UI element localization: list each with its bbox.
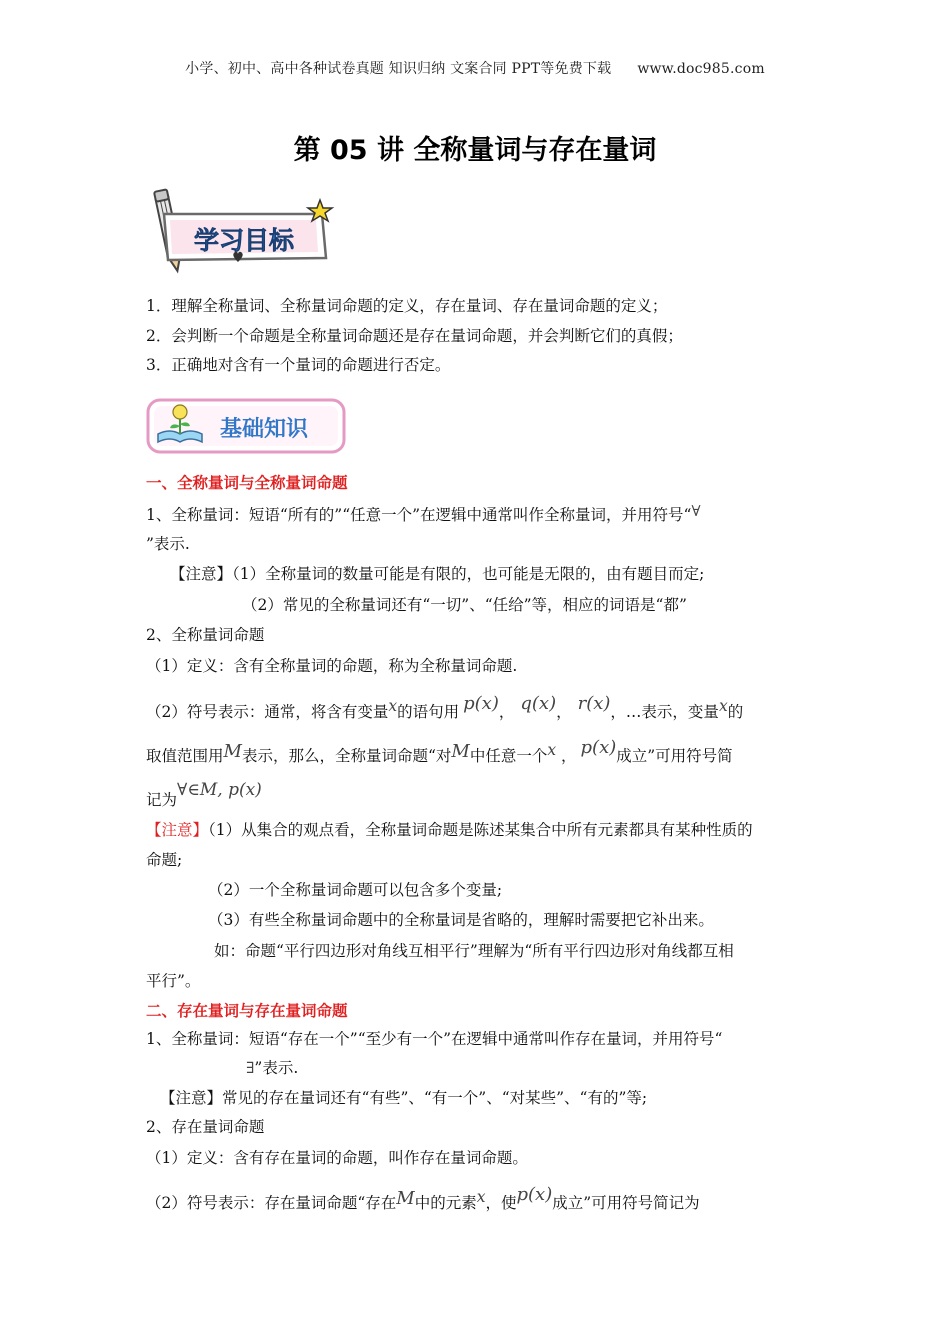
forall-formula: ∀∈M, p(x) — [177, 780, 262, 800]
objective-3: 3．正确地对含有一个量词的命题进行否定。 — [146, 356, 451, 374]
s1-p1-line1 — [146, 502, 810, 525]
note-tag: 【注意】 — [160, 1089, 223, 1107]
formula-p: p(x) — [463, 693, 499, 714]
s1-note2-line1b: 命题; — [146, 851, 183, 869]
text: ”表示. — [254, 1059, 299, 1077]
var-M: M — [396, 1188, 415, 1209]
s1-note1-line1 — [170, 564, 834, 584]
s1-def: （1）定义：含有全称量词的命题，称为全称量词命题. — [146, 657, 518, 675]
note1-a: （1）全称量词的数量可能是有限的，也可能是无限的，由有题目而定; — [232, 565, 705, 583]
note-text: 常见的存在量词还有“有些”、“有一个”、“对某些”、“有的”等; — [222, 1089, 648, 1107]
s2-p1-line2 — [246, 1058, 910, 1078]
objective-2: 2．会判断一个命题是全称量词命题还是存在量词命题，并会判断它们的真假； — [146, 327, 683, 345]
s1-sym-line3 — [146, 780, 810, 810]
var-x: x — [718, 697, 728, 715]
text: 中的元素 — [414, 1194, 477, 1212]
formula-p: p(x) — [516, 1184, 553, 1205]
text: 成立”可用符号简 — [616, 747, 733, 765]
text: （2）符号表示：存在量词命题“存在 — [146, 1194, 397, 1212]
text: 记为 — [146, 791, 178, 809]
formula-q: q(x) — [520, 693, 557, 714]
formula-p: p(x) — [580, 737, 617, 758]
s2-note — [160, 1088, 824, 1108]
var-M: M — [223, 741, 242, 762]
s1-note2-c: （3）有些全称量词命题中的全称量词是省略的，理解时需要把它补出来。 — [208, 911, 714, 929]
text: ，使 — [485, 1194, 517, 1212]
text: （2）符号表示：通常，将含有变量 — [146, 703, 389, 721]
page-header — [0, 58, 950, 78]
var-x: x — [547, 741, 557, 759]
basic-knowledge-banner — [144, 396, 350, 458]
learning-goals-banner — [140, 188, 340, 280]
s2-def: （1）定义：含有存在量词的命题，叫作存在量词命题。 — [146, 1149, 528, 1167]
objective-1: 1．理解全称量词、全称量词命题的定义，存在量词、存在量词命题的定义； — [146, 297, 668, 315]
text: 的 — [727, 703, 744, 721]
s1-note1-line2: （2）常见的全称量词还有“一切”、“任给”等，相应的词语是“都” — [242, 596, 687, 614]
s1-sym-line1: （2）符号表示：通常，将含有变量x的语句用 p(x)， q(x)， r(x)，…表示，变量x的 — [146, 693, 744, 721]
exists-symbol: ∃ — [246, 1059, 255, 1077]
s1-sym-line2: 取值范围用M表示，那么，全称量词命题“对M中任意一个x ， p(x)成立”可用符号简 — [146, 737, 733, 765]
text: 取值范围用 — [146, 747, 224, 765]
s1-p2: 2、全称量词命题 — [146, 626, 265, 644]
section-2-heading: 二、存在量词与存在量词命题 — [146, 1002, 348, 1020]
s1-p1-text: 1、全称量词：短语“所有的”“任意一个”在逻辑中通常叫作全称量词，并用符号“ — [146, 506, 692, 524]
s1-note2-d2: 平行”。 — [146, 972, 201, 990]
text: 中任意一个 — [469, 747, 548, 765]
s1-note2-d: 如：命题“平行四边形对角线互相平行”理解为“所有平行四边形对角线都互相 — [214, 942, 734, 960]
s1-note2-b: （2）一个全称量词命题可以包含多个变量; — [208, 881, 503, 899]
header-url[interactable]: www.doc985.com — [637, 61, 765, 77]
note-tag-red: 【注意】 — [146, 821, 209, 839]
text: ，…表示，变量 — [610, 703, 719, 721]
forall-symbol: ∀ — [691, 502, 701, 520]
formula-r: r(x) — [577, 693, 611, 714]
var-M: M — [451, 741, 470, 762]
basic-knowledge-label: 基础知识 — [220, 417, 309, 442]
s2-p2: 2、存在量词命题 — [146, 1118, 265, 1136]
learning-goals-label: 学习目标 — [194, 226, 295, 255]
page-title: 第 05 讲 全称量词与存在量词 — [293, 135, 657, 166]
s2-sym-line — [146, 1184, 810, 1213]
text: 的语句用 — [397, 703, 460, 721]
s1-p1-line2: ”表示. — [146, 535, 190, 553]
note-tag: 【注意】 — [170, 565, 233, 583]
header-text: 小学、初中、高中各种试卷真题 知识归纳 文案合同 PPT等免费下载 — [185, 61, 612, 77]
section-1-heading: 一、全称量词与全称量词命题 — [146, 474, 348, 492]
text: 成立”可用符号简记为 — [552, 1194, 700, 1212]
text: 表示，那么，全称量词命题“对 — [241, 747, 452, 765]
var-x: x — [388, 697, 398, 715]
s1-note2-line1 — [146, 820, 810, 840]
note2-a: （1）从集合的观点看，全称量词命题是陈述某集合中所有元素都具有某种性质的 — [208, 821, 753, 839]
s2-p1-line1: 1、全称量词：短语“存在一个”“至少有一个”在逻辑中通常叫作存在量词，并用符号“ — [146, 1030, 723, 1048]
var-x: x — [476, 1188, 486, 1206]
